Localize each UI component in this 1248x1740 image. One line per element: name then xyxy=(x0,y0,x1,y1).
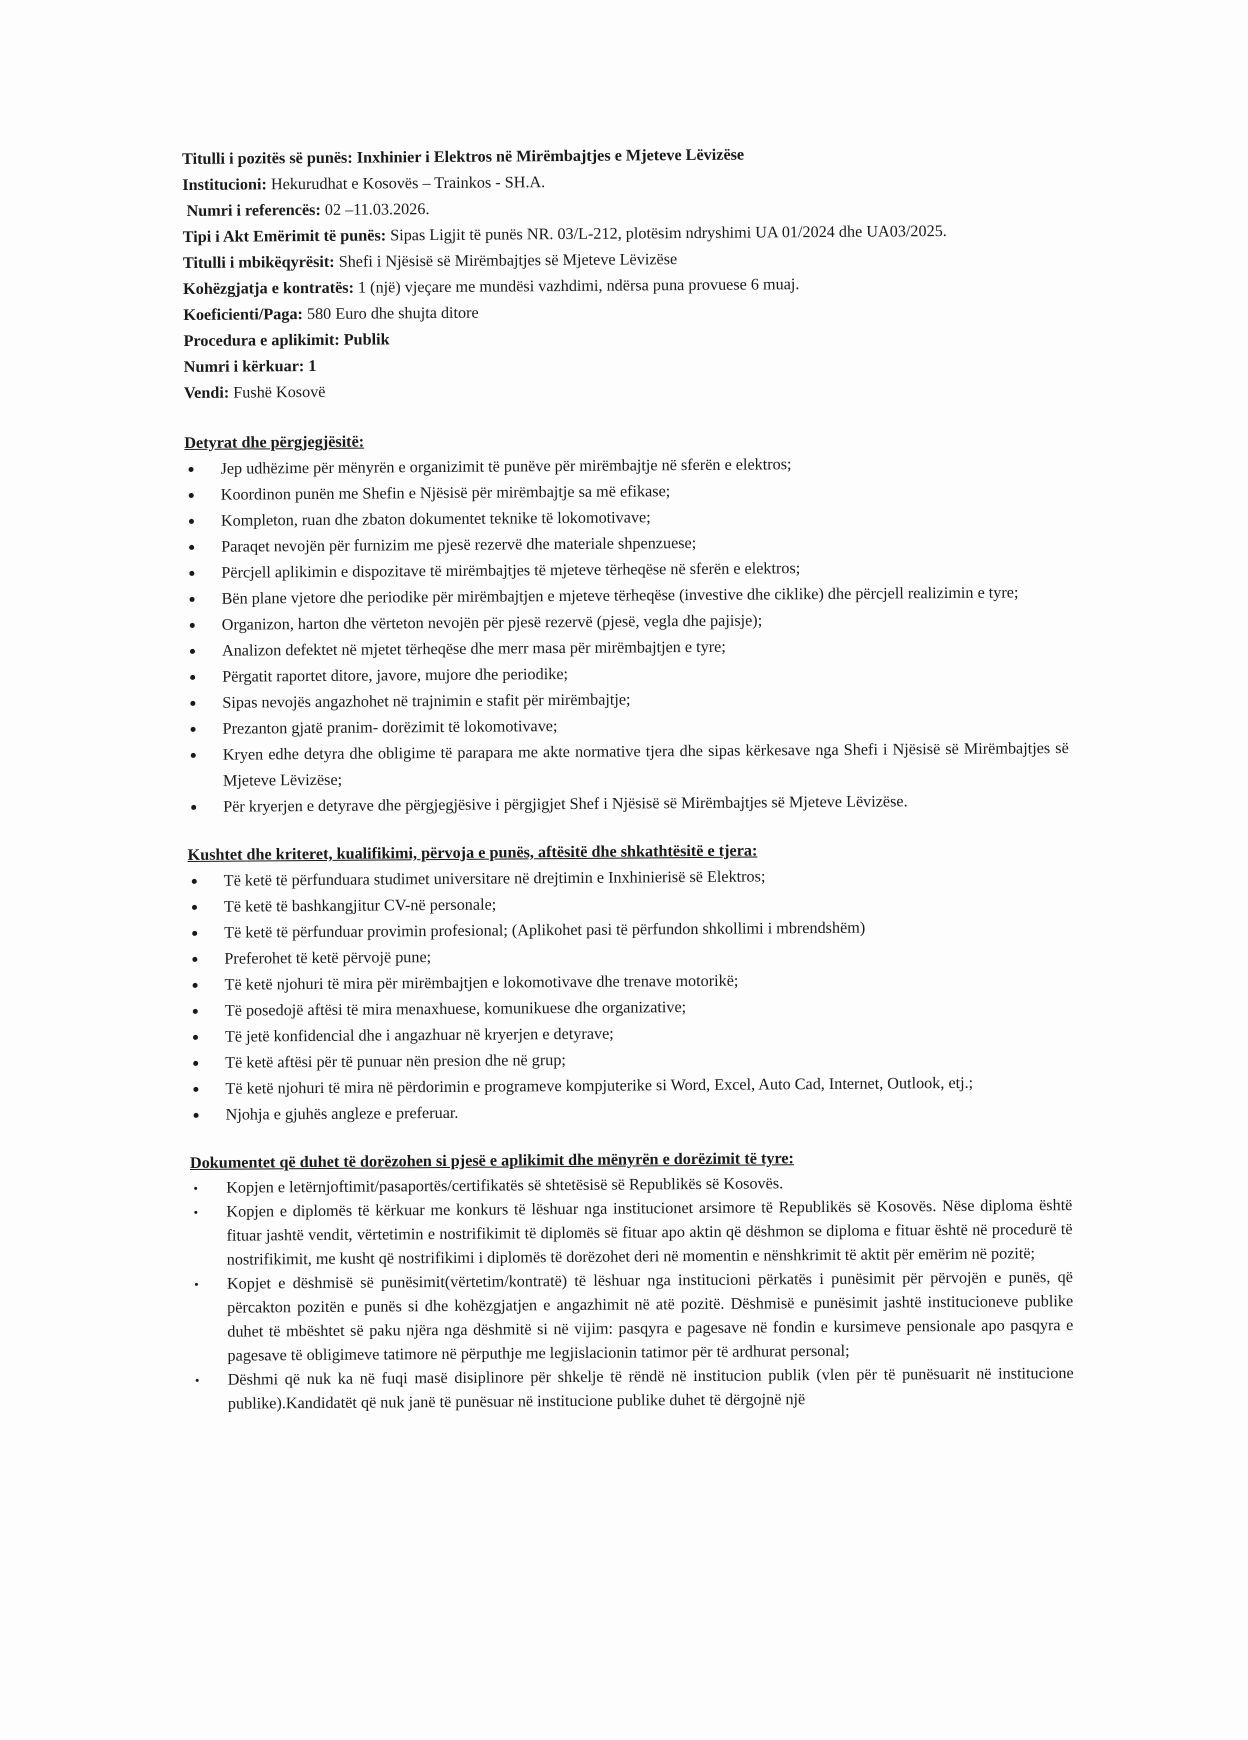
criteria-list xyxy=(188,861,1072,1128)
count-value: 1 xyxy=(308,356,317,376)
list-item: Kryen edhe detyra dhe obligime të parapara me akte normative tjera dhe sipas kërkesave nga Shefi i Njësisë së Mirëmbajtjes së Mjeteve Lëvizëse; xyxy=(187,735,1069,794)
list-item: Kopjen e diplomës të kërkuar me konkurs të lëshuar nga institucionet arsimore të Republikës së Kosovës. Nëse diploma është fituar jashtë vendit, vërtetimin e nostrifikimit të diplomës së fituar apo aktin që dëshmon se diploma e fituar është në procedurë të nostrifikimit, me kusht që nostrifikimi i diplomës të dorëzohet deri në momentin e nënshkrimit të aktit për emërim në pozitë; xyxy=(190,1193,1073,1272)
count-label: Numri i kërkuar: xyxy=(183,357,305,376)
list-item: Kopjet e dëshmisë së punësimit(vërtetim/kontratë) të lëshuar nga institucioni përkatës i punësimit për përvojën e punës, që përcakton pozitën e punës si dhe kohëzgjatjen e angazhimit në atë pozitë. Dëshmisë e punësimit jashtë institucioneve publike duhet të mbështet së paku njëra nga dëshmitë si në vijim: pasqyra e pagesave në fondin e kursimeve pensionale apo pasqyra e pagesave të obligimeve tatimore në përputhje me legjislacionin tatimor për të ardhurat personal; xyxy=(191,1265,1074,1368)
list-item: Të ketë njohuri të mira për mirëmbajtjen e lokomotivave dhe trenave motorikë; xyxy=(188,965,1070,998)
place-value: Fushë Kosovë xyxy=(233,382,326,402)
documents-title: Dokumentet që duhet të dorëzohen si pjesë e aplikimit dhe mënyrën e dorëzimit të tyre: xyxy=(189,1149,794,1172)
list-item: Analizon defektet në mjetet tërheqëse dhe merr masa për mirëmbajtjen e tyre; xyxy=(186,631,1068,664)
list-item: Të ketë të përfunduar provimin profesional; (Aplikohet pasi të përfundon shkollimi i mbrendshëm) xyxy=(188,913,1070,946)
supervisor-value: Shefi i Njësisë së Mirëmbajtjes së Mjeteve Lëvizëse xyxy=(338,250,678,271)
list-item: Organizon, harton dhe vërteton nevojën për pjesë rezervë (pjesë, vegla dhe pajisje); xyxy=(186,605,1068,638)
duration-label: Kohëzgjatja e kontratës: xyxy=(183,278,355,298)
list-item: Sipas nevojës angazhohet në trajnimin e stafit për mirëmbajtje; xyxy=(186,683,1068,716)
list-item: Të ketë aftësi për të punuar nën presion dhe në grup; xyxy=(189,1043,1071,1076)
list-item: Kompleton, ruan dhe zbaton dokumentet teknike të lokomotivave; xyxy=(185,501,1067,534)
salary-value: 580 Euro dhe shujta ditore xyxy=(306,303,479,324)
list-item: Përcjell aplikimin e dispozitave të mirëmbajtjes të mjeteve tërheqëse në sferën e elektros; xyxy=(185,553,1067,586)
reference-label: Numri i referencës: xyxy=(186,200,321,220)
list-item: Jep udhëzime për mënyrën e organizimit të punëve për mirëmbajtje në sferën e elektros; xyxy=(184,449,1066,482)
list-item: Të ketë të bashkangjitur CV-në personale; xyxy=(188,887,1070,920)
list-item: Prezanton gjatë pranim- dorëzimit të lokomotivave; xyxy=(186,709,1068,742)
list-item: Njohja e gjuhës angleze e preferuar. xyxy=(190,1095,1072,1128)
list-item: Kopjen e letërnjoftimit/pasaportës/certifikatës së shtetësisë së Republikës së Kosovës. xyxy=(190,1169,1072,1200)
list-item: Të ketë të përfunduara studimet universitare në drejtimin e Inxhinierisë së Elektros; xyxy=(188,861,1070,894)
list-item: Të ketë njohuri të mira në përdorimin e programeve kompjuterike si Word, Excel, Auto Cad, Internet, Outlook, etj.; xyxy=(189,1069,1071,1102)
place-label: Vendi: xyxy=(183,383,230,402)
supervisor-label: Titulli i mbikëqyrësit: xyxy=(182,252,335,272)
list-item: Të jetë konfidencial dhe i angazhuar në kryerjen e detyrave; xyxy=(189,1017,1071,1050)
position-value: Inxhinier i Elektros në Mirëmbajtjes e Mjeteve Lëvizëse xyxy=(356,145,745,167)
institution-label: Institucioni: xyxy=(182,175,267,194)
institution-value: Hekurudhat e Kosovës – Trainkos - SH.A. xyxy=(270,173,546,194)
list-item: Dëshmi që nuk ka në fuqi masë disiplinore për shkelje të rëndë në institucion publik (vlen për të punësuarit në institucione publike).Kandidatët që nuk janë të punësuar në institucione publike duhet të dërgojnë një xyxy=(192,1361,1074,1416)
duties-list xyxy=(184,449,1069,820)
duration-value: 1 (një) vjeçare me mundësi vazhdimi, ndërsa puna provuese 6 muaj. xyxy=(357,275,800,297)
list-item: Bën plane vjetore dhe periodike për mirëmbajtjen e mjeteve tërheqëse (investive dhe ciklike) dhe përcjell realizimin e tyre; xyxy=(185,579,1067,612)
documents-list xyxy=(190,1169,1074,1416)
salary-label: Koeficienti/Paga: xyxy=(183,305,303,324)
procedure-label: Procedura e aplikimit: xyxy=(183,330,340,350)
duties-title: Detyrat dhe përgjegjësitë: xyxy=(184,432,365,452)
list-item: Koordinon punën me Shefin e Njësisë për mirëmbajtje sa më efikase; xyxy=(185,475,1067,508)
position-label: Titulli i pozitës së punës: xyxy=(182,148,353,168)
reference-value: 02 –11.03.2026. xyxy=(324,200,430,219)
list-item: Të posedojë aftësi të mira menaxhuese, komunikuese dhe organizative; xyxy=(189,991,1071,1024)
document-content xyxy=(182,139,1074,1416)
list-item: Preferohet të ketë përvojë pune; xyxy=(188,939,1070,972)
list-item: Për kryerjen e detyrave dhe përgjegjësive i përgjigjet Shef i Njësisë së Mirëmbajtjes së Mjeteve Lëvizëse. xyxy=(187,787,1069,820)
list-item: Përgatit raportet ditore, javore, mujore dhe periodike; xyxy=(186,657,1068,690)
act-label: Tipi i Akt Emërimit të punës: xyxy=(182,226,387,246)
criteria-title: Kushtet dhe kriteret, kualifikimi, përvoja e punës, aftësitë dhe shkathtësitë e tjera: xyxy=(187,841,758,864)
procedure-value: Publik xyxy=(343,330,390,349)
act-value: Sipas Ligjit të punës NR. 03/L-212, plotësim ndryshimi UA 01/2024 dhe UA03/2025. xyxy=(390,221,947,245)
list-item: Paraqet nevojën për furnizim me pjesë rezervë dhe materiale shpenzuese; xyxy=(185,527,1067,560)
